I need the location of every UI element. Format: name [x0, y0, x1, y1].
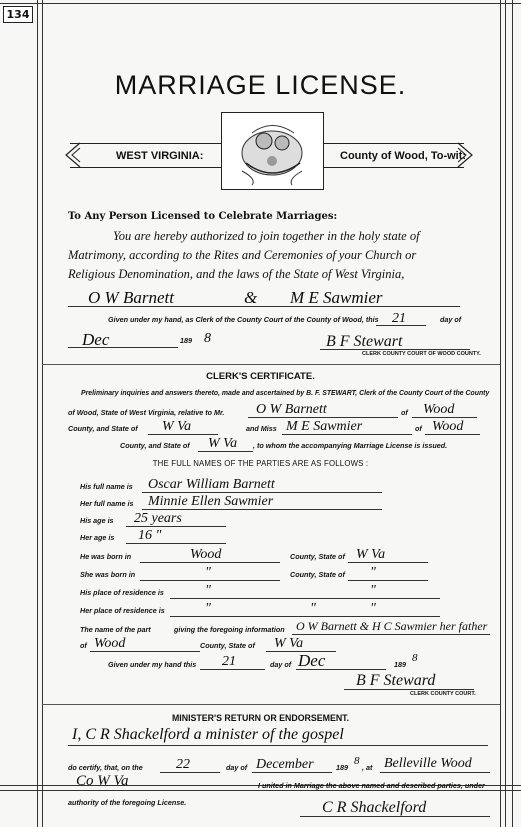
he-born-state: W Va: [356, 547, 386, 562]
he-born-line: [140, 562, 280, 563]
his-residence-state: ": [370, 583, 376, 598]
cert-given-day-of: day of: [270, 660, 292, 669]
her-residence-label: Her place of residence is: [80, 606, 165, 615]
authorization-line-2: Matrimony, according to the Rites and Ceremonies of your Church or: [68, 248, 417, 262]
he-born-state-line: [348, 562, 428, 563]
cert-heading: CLERK'S CERTIFICATE.: [206, 371, 315, 382]
informant-of: of: [80, 641, 87, 650]
his-age-line: [126, 526, 226, 527]
certify-year-digit: 8: [354, 755, 360, 767]
she-born-state: ": [370, 565, 376, 580]
certify-place-2-line: [68, 790, 254, 791]
his-name-line: [142, 492, 382, 493]
and-mark: &: [244, 288, 258, 307]
cert-and-miss: and Miss: [246, 424, 277, 433]
her-name: Minnie Ellen Sawmier: [148, 494, 274, 509]
cert-bride-county-line: [425, 434, 480, 435]
ribbon-bottom-left: [70, 167, 221, 168]
his-residence-label: His place of residence is: [80, 588, 164, 597]
cert-given-year-prefix: 189: [394, 660, 406, 669]
informant-county-label: County, State of: [200, 641, 255, 650]
cert-groom-line: [248, 417, 398, 418]
cert-bride-county-label: County, and State of: [120, 441, 190, 450]
cert-bride-county: Wood: [432, 419, 464, 434]
certify-place-2: Co W Va: [76, 773, 129, 789]
authorization-line-3: Religious Denomination, and the laws of the State of West Virginia,: [68, 267, 405, 281]
given-month: Dec: [82, 330, 110, 349]
cert-clerk-title: CLERK COUNTY COURT.: [410, 691, 476, 697]
state-label: WEST VIRGINIA:: [116, 150, 204, 162]
certify-prefix: do certify, that, on the: [68, 763, 143, 772]
she-born-line: [140, 580, 280, 581]
section-divider-2: [42, 704, 500, 705]
cert-groom-state-line: [148, 434, 218, 435]
informant-label-2: giving the foregoing information: [174, 625, 285, 634]
he-county-state-label: County, State of: [290, 552, 345, 561]
page-title: MARRIAGE LICENSE.: [114, 70, 407, 100]
he-born-label: He was born in: [80, 552, 132, 561]
certify-day: 22: [176, 757, 190, 772]
given-day: 21: [392, 311, 406, 326]
her-age-line: [126, 543, 226, 544]
she-born-label: She was born in: [80, 570, 136, 579]
authorization-line-1: You are hereby authorized to join together in the holy state of: [113, 229, 420, 243]
certify-day-of: day of: [226, 763, 248, 772]
his-name: Oscar William Barnett: [148, 477, 275, 492]
section-divider-1: [42, 364, 500, 365]
cert-given-text: Given under my hand this: [108, 660, 197, 669]
certify-place: Belleville Wood: [384, 756, 472, 771]
cert-given-day: 21: [222, 654, 236, 669]
cert-groom: O W Barnett: [256, 402, 327, 417]
his-age: 25 years: [134, 511, 182, 526]
cert-signature-line: [344, 689, 474, 690]
informant-label-1: The name of the part: [80, 625, 151, 634]
cert-bride: M E Sawmier: [286, 419, 363, 434]
his-name-label: His full name is: [80, 482, 133, 491]
cert-bride-state: W Va: [208, 436, 238, 451]
cert-groom-county: Wood: [423, 402, 455, 417]
certify-year-prefix: 189: [336, 763, 348, 772]
certify-at: , at: [362, 763, 373, 772]
cert-county-state: County, and State of: [68, 424, 138, 433]
her-residence-county: ": [310, 601, 316, 616]
certify-month: December: [256, 757, 314, 772]
names-underline: [68, 306, 460, 307]
page-number: 134: [3, 6, 33, 23]
united-text: I united in Marriage the above named and described parties, under: [258, 781, 485, 790]
her-residence-state: ": [370, 601, 376, 616]
cert-bride-line: [282, 434, 412, 435]
given-day-line: [376, 325, 426, 326]
cert-given-year-digit: 8: [412, 652, 418, 664]
clerk-title: CLERK COUNTY COURT OF WOOD COUNTY.: [362, 351, 481, 357]
cert-signature: B F Steward: [356, 672, 436, 689]
frame-line-left: [37, 0, 38, 827]
minister-line-underline: [68, 745, 488, 746]
minister-signature: C R Shackelford: [322, 799, 427, 816]
minister-signature-line: [300, 816, 490, 817]
frame-line-right: [500, 0, 501, 827]
frame-line-top: [0, 3, 521, 4]
cert-accompany: , to whom the accompanying Marriage License is issued.: [253, 441, 448, 450]
certify-month-line: [252, 772, 332, 773]
informant: O W Barnett & H C Sawmier her father: [296, 619, 488, 633]
her-name-line: [142, 509, 382, 510]
cert-given-day-line: [200, 669, 265, 670]
her-residence: ": [205, 601, 211, 616]
his-residence: ": [205, 583, 211, 598]
given-year-digit: 8: [204, 331, 211, 346]
cert-bride-of: of: [415, 424, 422, 433]
given-text: Given under my hand, as Clerk of the County Court of the County of Wood, this: [108, 315, 379, 324]
he-born: Wood: [190, 547, 222, 562]
groom-name-short: O W Barnett: [88, 288, 174, 307]
she-born: ": [205, 565, 211, 580]
clerk-signature: B F Stewart: [326, 333, 403, 350]
ribbon-top-right: [324, 143, 464, 144]
his-age-label: His age is: [80, 516, 114, 525]
cert-groom-county-line: [412, 417, 477, 418]
cherub-emblem-icon: [221, 112, 324, 190]
clerk-signature-line: [320, 349, 470, 350]
frame-line-left-inner: [42, 0, 43, 827]
cert-given-month-line: [296, 669, 386, 670]
frame-line-right-outer: [512, 0, 513, 827]
cert-intro-line-1: Preliminary inquiries and answers thereto, made and ascertained by B. F. STEWART, Clerk of the County Court of the County: [81, 390, 490, 397]
ribbon-bottom-right: [324, 167, 464, 168]
her-age-label: Her age is: [80, 533, 115, 542]
frame-line-right-inner: [505, 0, 506, 827]
ribbon-top-left: [70, 143, 221, 144]
given-day-of: day of: [440, 315, 462, 324]
authority-text: authority of the foregoing License.: [68, 798, 187, 807]
she-county-state-label: County, State of: [290, 570, 345, 579]
informant-line: [292, 634, 490, 635]
county-label: County of Wood, To-wit:: [340, 150, 467, 162]
his-residence-line: [170, 598, 440, 599]
informant-county-line: [90, 651, 200, 652]
cert-bride-state-line: [198, 451, 253, 452]
bride-name-short: M E Sawmier: [290, 288, 383, 307]
minister-heading: MINISTER'S RETURN OR ENDORSEMENT.: [171, 713, 350, 723]
cert-groom-state: W Va: [162, 419, 192, 434]
certify-day-line: [160, 772, 220, 773]
cert-given-month: Dec: [298, 651, 326, 670]
her-name-label: Her full name is: [80, 499, 134, 508]
she-born-state-line: [348, 580, 428, 581]
given-month-line: [68, 347, 178, 348]
certify-place-line: [380, 772, 490, 773]
informant-county: Wood: [94, 636, 126, 651]
her-age: 16 ": [138, 528, 162, 543]
her-residence-line: [170, 616, 440, 617]
cert-of: of: [401, 408, 408, 417]
minister-line: I, C R Shackelford a minister of the gospel: [72, 726, 344, 743]
ribbon-end-left-icon: [62, 140, 82, 170]
given-year-prefix: 189: [180, 336, 192, 345]
cert-intro-line-2: of Wood, State of West Virginia, relative to Mr.: [68, 408, 225, 417]
informant-state: W Va: [274, 636, 304, 651]
names-heading: THE FULL NAMES OF THE PARTIES ARE AS FOLLOWS :: [152, 459, 369, 468]
address-heading: To Any Person Licensed to Celebrate Marriages:: [68, 211, 338, 222]
